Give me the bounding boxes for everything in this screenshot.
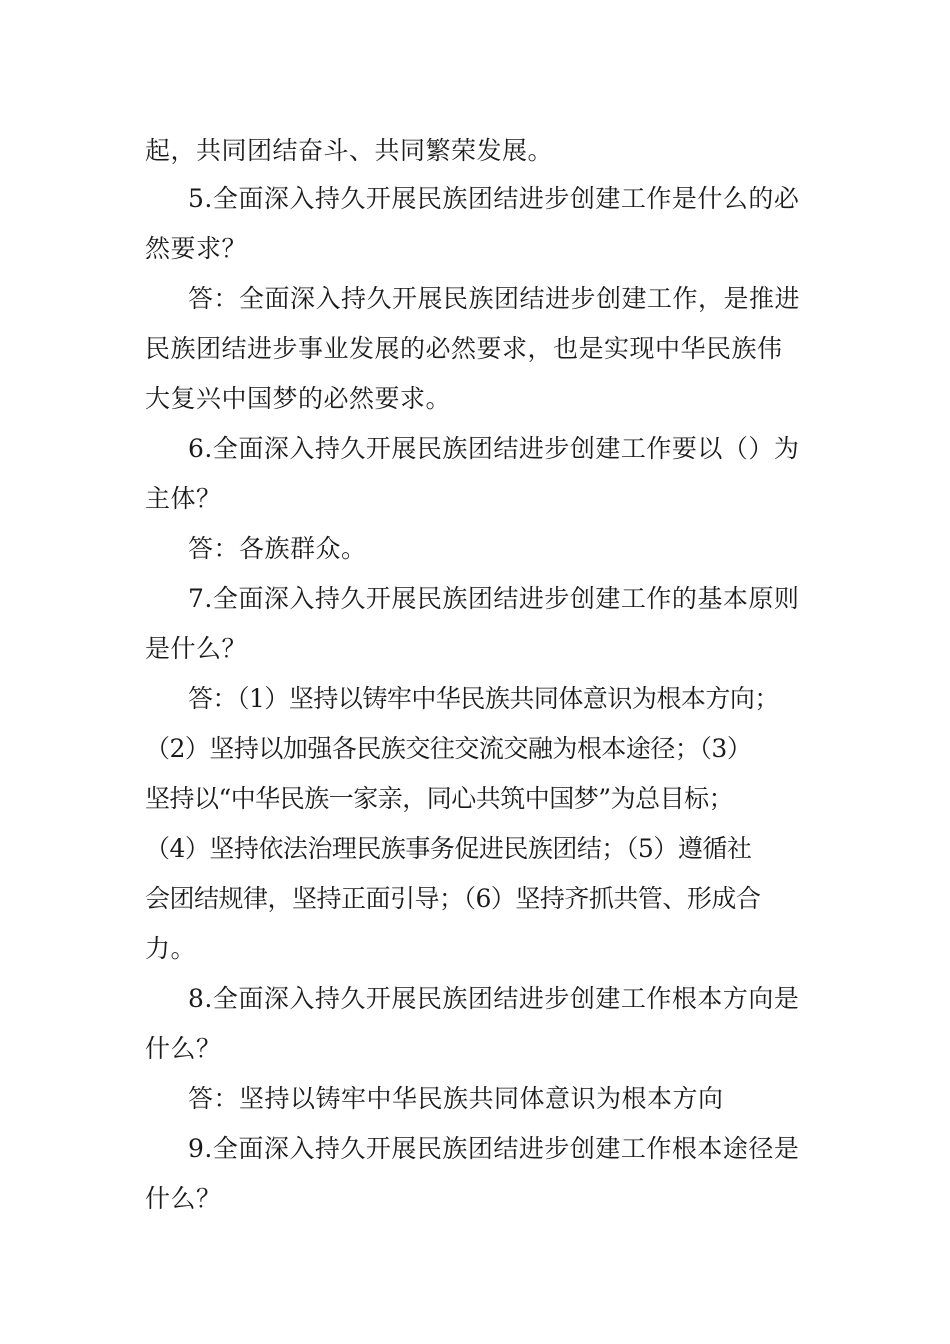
text-line: 什么？: [145, 1034, 222, 1063]
text-line: 会团结规律，坚持正面引导；（6）坚持齐抓共管、形成合: [145, 884, 761, 913]
text-line: 是什么？: [145, 634, 248, 663]
text-line: 力。: [145, 934, 197, 963]
text-line: 然要求？: [145, 234, 248, 263]
question-8: 8.全面深入持久开展民族团结进步创建工作根本方向是: [188, 984, 800, 1013]
answer-8: 答：坚持以铸牢中华民族共同体意识为根本方向: [188, 1084, 724, 1113]
question-6: 6.全面深入持久开展民族团结进步创建工作要以（）为: [188, 434, 800, 463]
answer-7: 答：（1）坚持以铸牢中华民族共同体意识为根本方向；: [188, 684, 779, 713]
text-line: 民族团结进步事业发展的必然要求，也是实现中华民族伟: [145, 334, 783, 363]
text-line: 什么？: [145, 1184, 222, 1213]
text-line: （4）坚持依法治理民族事务促进民族团结；（5）遵循社: [145, 834, 752, 863]
text-line: （2）坚持以加强各民族交往交流交融为根本途径；（3）: [145, 734, 752, 763]
answer-5: 答：全面深入持久开展民族团结进步创建工作，是推进: [188, 284, 801, 313]
text-line: 起，共同团结奋斗、共同繁荣发展。: [145, 136, 554, 165]
question-5: 5.全面深入持久开展民族团结进步创建工作是什么的必: [188, 184, 800, 213]
text-line: 主体？: [145, 484, 222, 513]
question-7: 7.全面深入持久开展民族团结进步创建工作的基本原则: [188, 584, 800, 613]
text-line: 坚持以“中华民族一家亲，同心共筑中国梦”为总目标；: [145, 784, 734, 813]
question-9: 9.全面深入持久开展民族团结进步创建工作根本途径是: [188, 1134, 800, 1163]
answer-6: 答：各族群众。: [188, 534, 367, 563]
text-line: 大复兴中国梦的必然要求。: [145, 384, 452, 413]
